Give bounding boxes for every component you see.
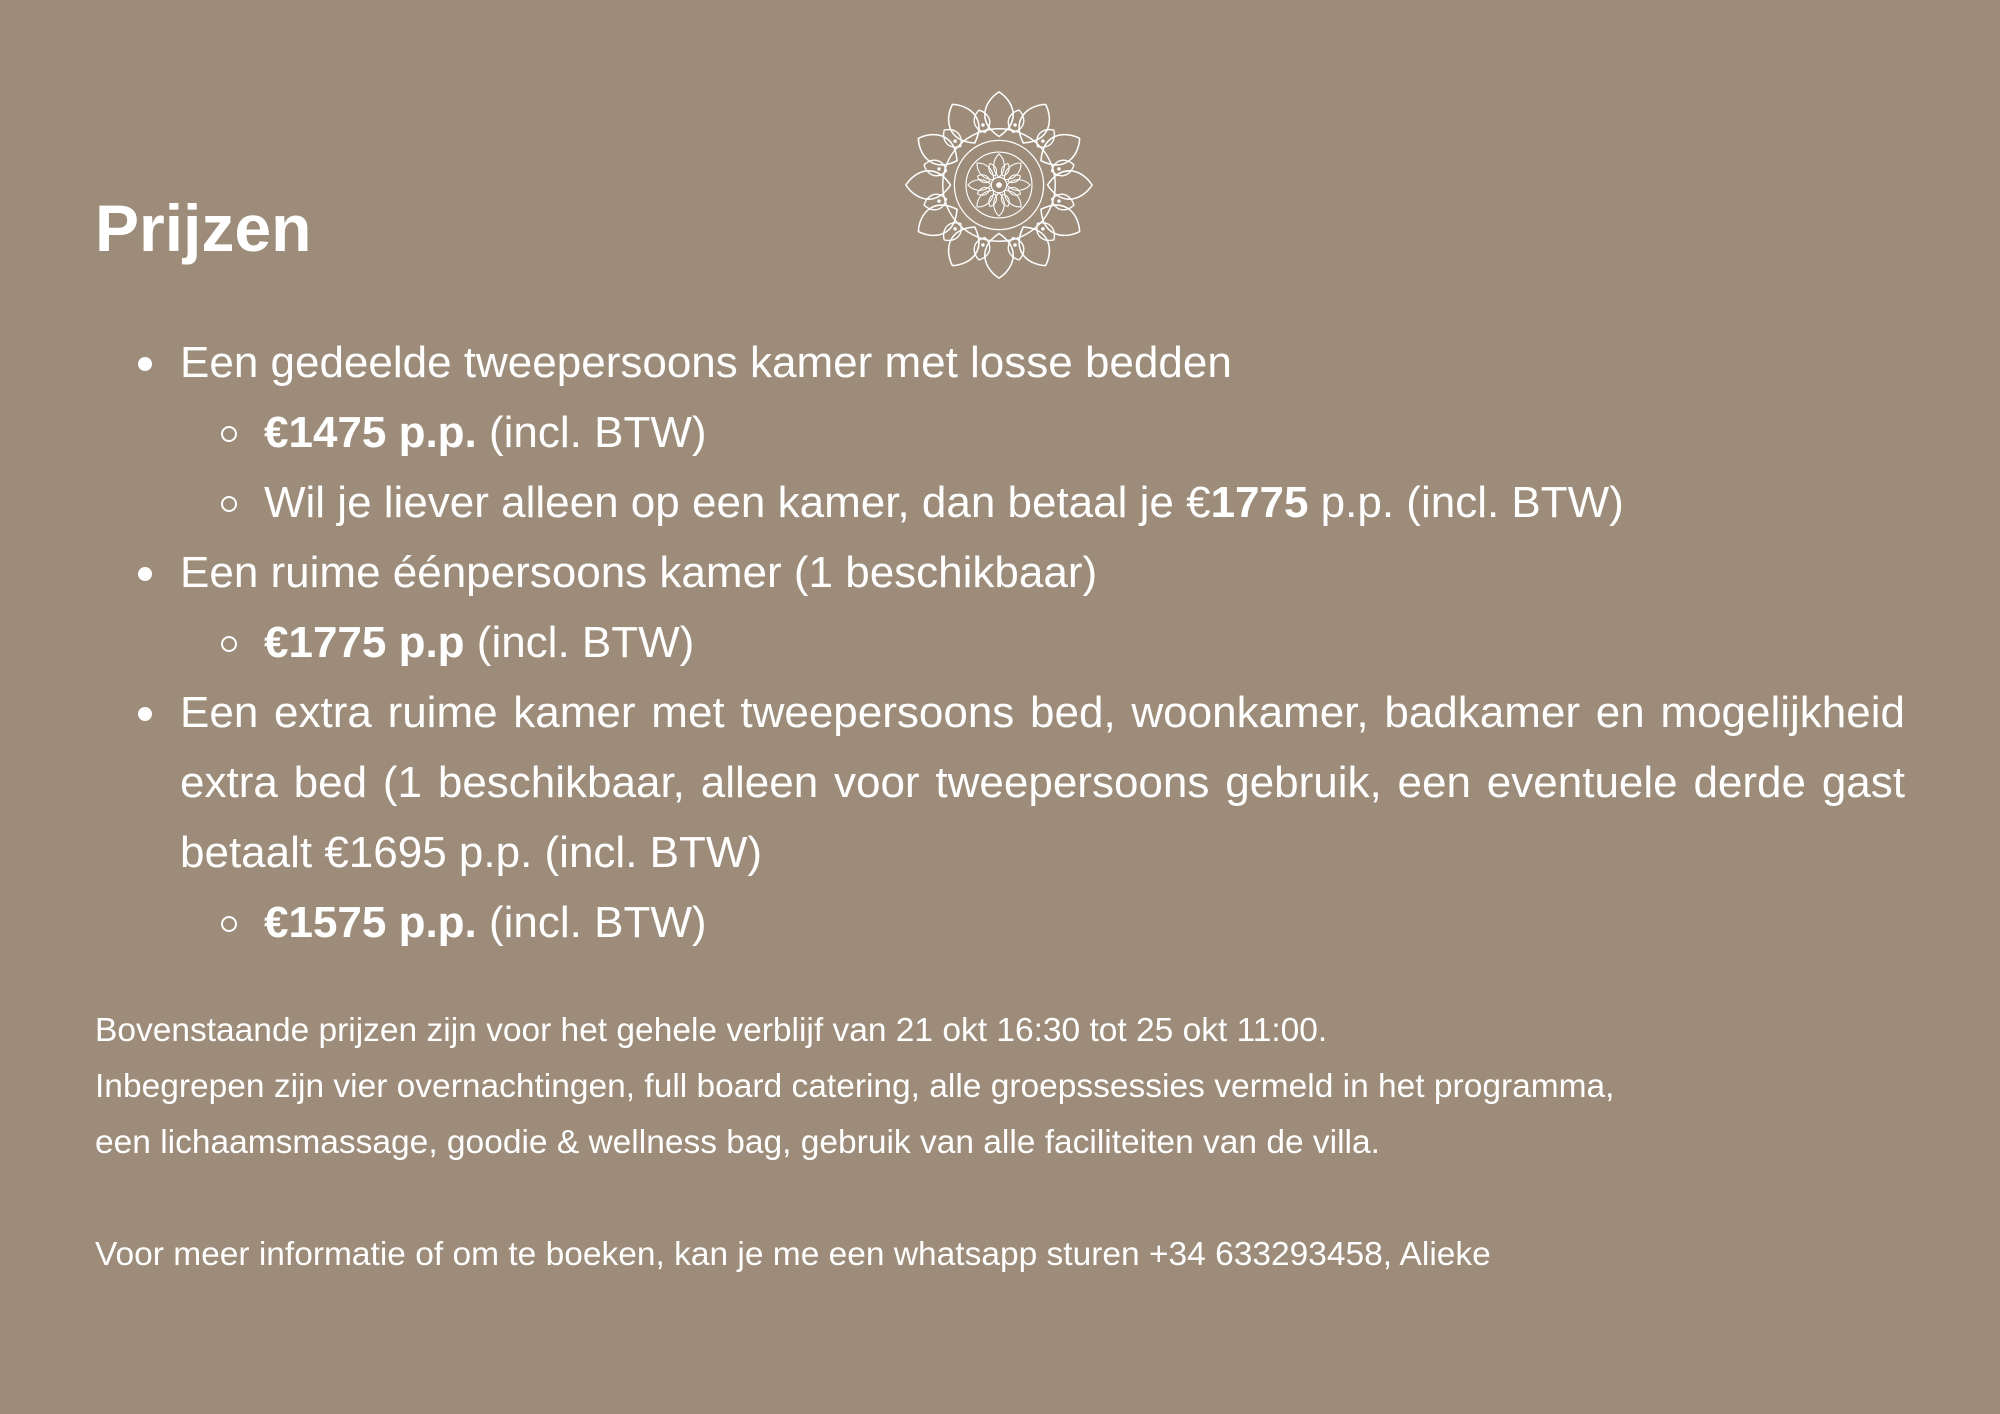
page-title: Prijzen — [95, 191, 312, 265]
notes-line: Inbegrepen zijn vier overnachtingen, full board catering, alle groepssessies vermeld in het programma, — [95, 1068, 1615, 1105]
price-amount: 1775 — [1210, 478, 1309, 527]
price-text-pre: Wil je liever alleen op een kamer, dan betaal je € — [264, 478, 1211, 527]
price-list — [95, 328, 1905, 958]
price-text-post: (incl. BTW) — [464, 618, 695, 667]
mandala-icon — [902, 88, 1096, 282]
spacer — [95, 1171, 1905, 1227]
notes-line: Bovenstaande prijzen zijn voor het gehele verblijf van 21 okt 16:30 tot 25 okt 11:00. — [95, 1012, 1328, 1049]
price-text-post: p.p. (incl. BTW) — [1308, 478, 1624, 527]
notes-line: een lichaamsmassage, goodie & wellness bag, gebruik van alle faciliteiten van de villa. — [95, 1124, 1380, 1161]
room-description: Een extra ruime kamer met tweepersoons bed, woonkamer, badkamer en mogelijkheid extra bed (1 beschikbaar, alleen voor tweepersoons gebruik, een eventuele derde gast betaalt €1695 p.p. (incl. BTW) — [180, 688, 1905, 877]
price-option — [180, 888, 1905, 958]
price-amount: €1475 p.p. — [264, 408, 477, 457]
price-options — [180, 888, 1905, 958]
price-option — [180, 398, 1905, 468]
price-amount: €1775 p.p — [264, 618, 465, 667]
price-amount: €1575 p.p. — [264, 898, 477, 947]
price-notes — [95, 1003, 1905, 1283]
contact-info: Voor meer informatie of om te boeken, kan je me een whatsapp sturen +34 633293458, Alieke — [95, 1236, 1491, 1273]
list-item-single-room — [95, 538, 1905, 678]
price-option — [180, 468, 1905, 538]
list-item-extra-large-room — [95, 678, 1905, 958]
price-options — [180, 398, 1905, 538]
room-description: Een gedeelde tweepersoons kamer met losse bedden — [180, 338, 1232, 387]
price-text-post: (incl. BTW) — [476, 898, 707, 947]
list-item-shared-double-room — [95, 328, 1905, 538]
price-options — [180, 608, 1905, 678]
price-option — [180, 608, 1905, 678]
room-description: Een ruime éénpersoons kamer (1 beschikbaar) — [180, 548, 1098, 597]
price-text-post: (incl. BTW) — [476, 408, 707, 457]
